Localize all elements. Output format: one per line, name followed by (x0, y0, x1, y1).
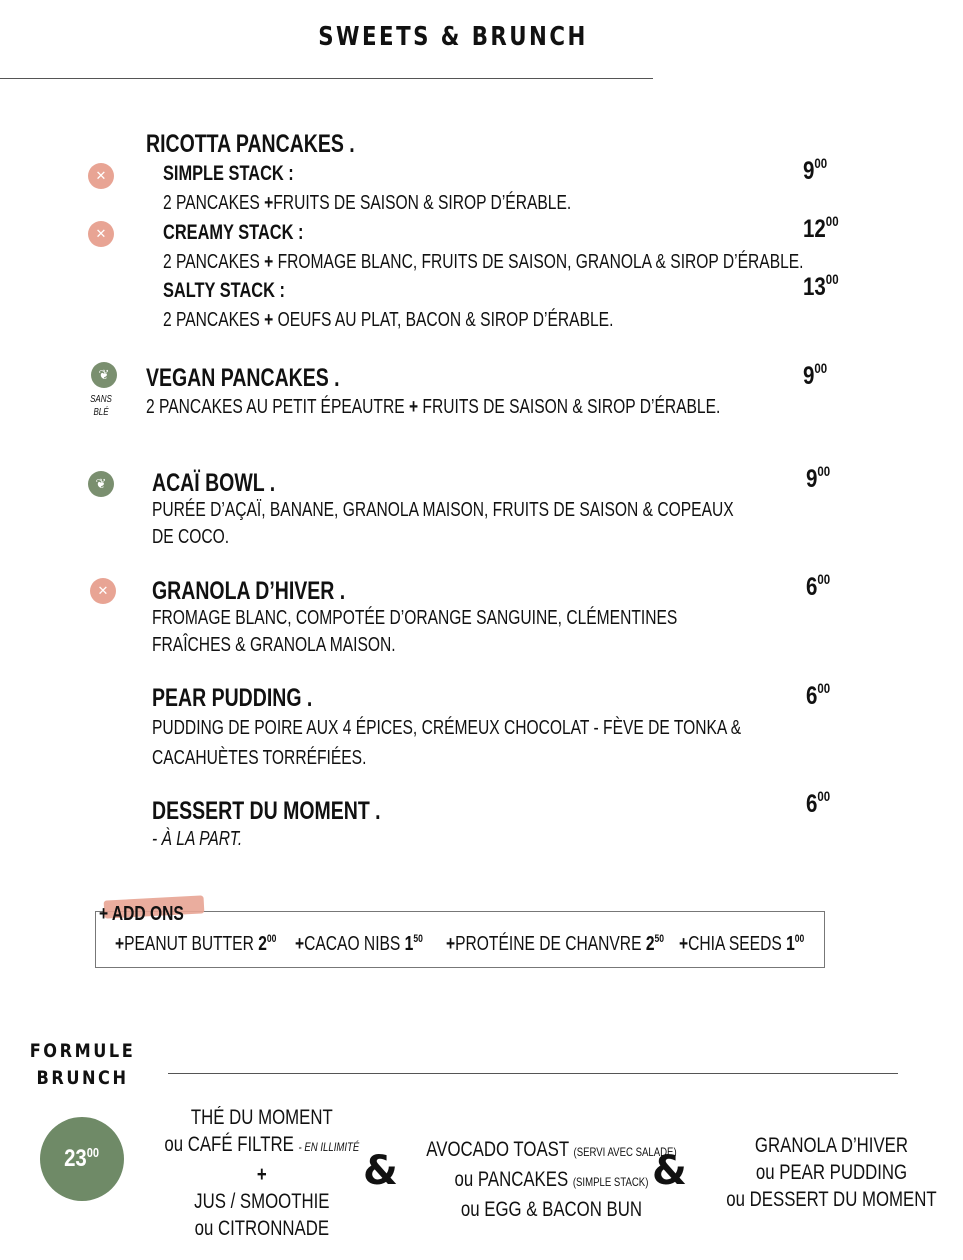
acai-desc-line1: PURÉE D’AÇAÏ, BANANE, GRANOLA MAISON, FRUITS DE SAISON & COPEAUX (152, 499, 734, 521)
ampersand-1: & (363, 1148, 398, 1194)
acai-desc-line2: DE COCO. (152, 526, 230, 548)
formule-drinks: THÉ DU MOMENT ou CAFÉ FILTRE - EN ILLIMITÉ + JUS / SMOOTHIE ou CITRONNADE (164, 1106, 360, 1240)
title-divider (0, 78, 653, 79)
dessert-note: - À LA PART. (152, 828, 243, 850)
vegan-heading: VEGAN PANCAKES . (146, 364, 340, 392)
pear-price: $6^{00}$ (806, 680, 831, 710)
creamy-stack-price: $12^{00}$ (803, 213, 839, 243)
granola-desc-line2: FRAÎCHES & GRANOLA MAISON. (152, 634, 396, 656)
formule-title: FORMULE BRUNCH (29, 1040, 136, 1089)
no-dairy-icon: ✕ (88, 221, 114, 247)
sans-ble-label: SANS BLÉ (90, 394, 112, 418)
addon-item: +PROTÉINE DE CHANVRE $2^{50}$ (446, 933, 665, 955)
addon-item: +CHIA SEEDS $1^{00}$ (679, 933, 805, 955)
acai-price: $9^{00}$ (806, 463, 831, 493)
dessert-heading: DESSERT DU MOMENT . (152, 797, 381, 825)
simple-stack-desc: 2 PANCAKES +FRUITS DE SAISON & SIROP D’ÉRABLE. (163, 192, 572, 214)
vegan-price: $9^{00}$ (803, 360, 828, 390)
no-dairy-icon: ✕ (90, 578, 116, 604)
ampersand-2: & (652, 1148, 687, 1194)
salty-stack-price: $13^{00}$ (803, 271, 839, 301)
pear-heading: PEAR PUDDING . (152, 684, 313, 712)
creamy-stack-desc: 2 PANCAKES + FROMAGE BLANC, FRUITS DE SAISON, GRANOLA & SIROP D’ÉRABLE. (163, 251, 804, 273)
vegan-desc: 2 PANCAKES AU PETIT ÉPEAUTRE + FRUITS DE SAISON & SIROP D’ÉRABLE. (146, 396, 721, 418)
ricotta-heading: RICOTTA PANCAKES . (146, 130, 355, 158)
pear-desc-line2: CACAHUÈTES TORRÉFIÉES. (152, 747, 367, 769)
page-title: SWEETS & BRUNCH (318, 22, 588, 52)
granola-price: $6^{00}$ (806, 571, 831, 601)
simple-stack-name: SIMPLE STACK : (163, 162, 294, 185)
formule-divider (168, 1073, 898, 1074)
formule-mains: AVOCADO TOAST (SERVI AVEC SALADE) ou PANCAKES (SIMPLE STACK) ou EGG & BACON BUN (426, 1138, 677, 1221)
pear-desc-line1: PUDDING DE POIRE AUX 4 ÉPICES, CRÉMEUX CHOCOLAT - FÈVE DE TONKA & (152, 717, 742, 739)
granola-desc-line1: FROMAGE BLANC, COMPOTÉE D’ORANGE SANGUINE, CLÉMENTINES (152, 607, 678, 629)
creamy-stack-name: CREAMY STACK : (163, 221, 304, 244)
addon-item: +CACAO NIBS $1^{50}$ (295, 933, 423, 955)
addons-title: + ADD ONS (99, 903, 184, 925)
vegan-leaf-icon: ❦ (91, 362, 117, 388)
formule-price-badge: $23^{00}$ (40, 1117, 124, 1201)
addon-item: +PEANUT BUTTER $2^{00}$ (115, 933, 277, 955)
simple-stack-price: $9^{00}$ (803, 155, 828, 185)
granola-heading: GRANOLA D’HIVER . (152, 577, 346, 605)
salty-stack-name: SALTY STACK : (163, 279, 285, 302)
acai-heading: ACAÏ BOWL . (152, 469, 276, 497)
dessert-price: $6^{00}$ (806, 788, 831, 818)
salty-stack-desc: 2 PANCAKES + OEUFS AU PLAT, BACON & SIROP D’ÉRABLE. (163, 309, 614, 331)
formule-desserts: GRANOLA D’HIVER ou PEAR PUDDING ou DESSERT DU MOMENT (726, 1134, 937, 1211)
vegan-leaf-icon: ❦ (88, 471, 114, 497)
no-dairy-icon: ✕ (88, 163, 114, 189)
